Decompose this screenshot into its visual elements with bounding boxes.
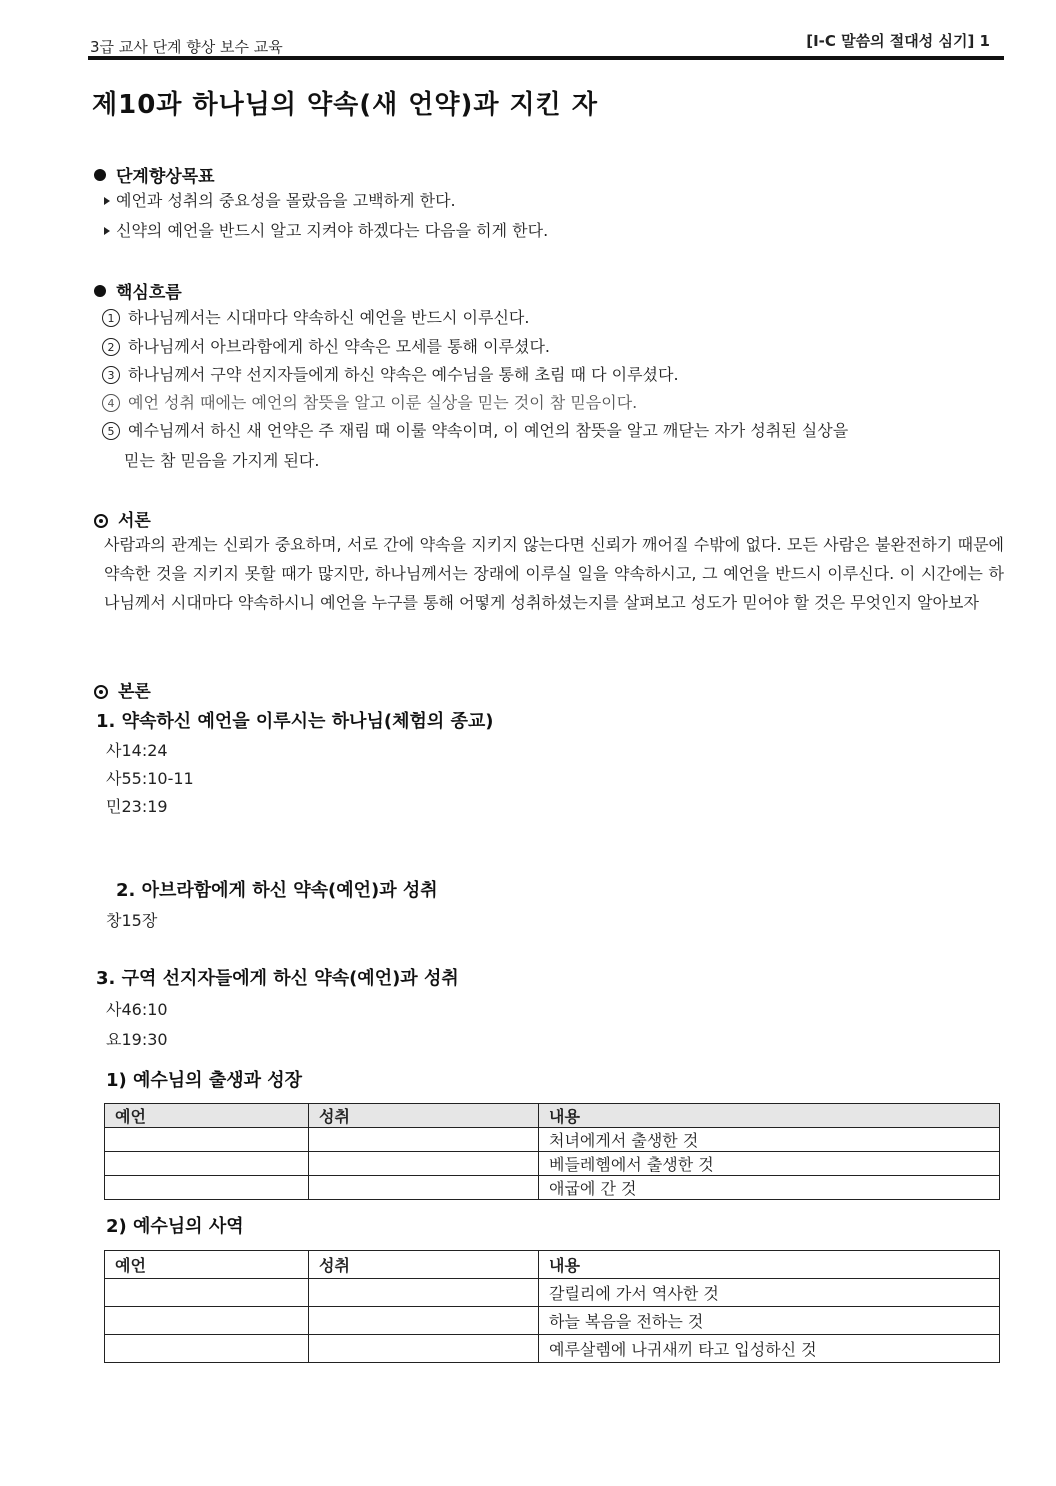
table-cell: 베들레헴에서 출생한 것 xyxy=(539,1152,1000,1176)
table-row xyxy=(105,1176,1000,1200)
core-item: 1 하나님께서는 시대마다 약속하신 예언을 반드시 이루신다. xyxy=(102,305,529,328)
table-header-row xyxy=(105,1104,1000,1128)
birth-growth-table xyxy=(104,1103,1000,1200)
goal-item: 신약의 예언을 반드시 알고 지켜야 하겠다는 다음을 히게 한다. xyxy=(104,218,548,241)
table-cell xyxy=(105,1335,309,1363)
subsection-2-title: 2) 예수님의 사역 xyxy=(106,1216,244,1237)
filled-circle-icon xyxy=(94,285,106,297)
table-row xyxy=(105,1279,1000,1307)
target-circle-icon xyxy=(94,514,108,528)
core-item: 5 예수님께서 하신 새 언약은 주 재림 때 이룰 약속이며, 이 예언의 참뜻을 알고 깨닫는 자가 성취된 실상을 xyxy=(102,418,848,441)
table-row xyxy=(105,1128,1000,1152)
section-3-title: 3. 구역 선지자들에게 하신 약속(예언)과 성취 xyxy=(96,968,459,989)
table-header-row xyxy=(105,1251,1000,1279)
table-cell: 갈릴리에 가서 역사한 것 xyxy=(539,1279,1000,1307)
circled-number-icon: 1 xyxy=(102,309,120,327)
table-header-cell: 예언 xyxy=(105,1251,309,1279)
section-1-title: 1. 약속하신 예언을 이루시는 하나님(체험의 종교) xyxy=(96,711,494,732)
table-cell: 애굽에 간 것 xyxy=(539,1176,1000,1200)
table-cell: 예루살렘에 나귀새끼 타고 입성하신 것 xyxy=(539,1335,1000,1363)
circled-number-icon: 4 xyxy=(102,394,120,412)
target-circle-icon xyxy=(94,685,108,699)
table-cell xyxy=(309,1335,539,1363)
header-course: 3급 교사 단계 향상 보수 교육 xyxy=(90,38,283,56)
table-row xyxy=(105,1152,1000,1176)
scripture-ref: 창15장 xyxy=(106,911,158,930)
subsection-1-title: 1) 예수님의 출생과 성장 xyxy=(106,1070,303,1091)
core-item-continuation: 믿는 참 믿음을 가지게 된다. xyxy=(124,451,320,470)
scripture-ref: 사55:10-11 xyxy=(106,769,194,788)
main-heading: 본론 xyxy=(94,677,151,702)
scripture-ref: 사46:10 xyxy=(106,1000,168,1019)
table-header-cell: 성취 xyxy=(309,1104,539,1128)
table-header-cell: 예언 xyxy=(105,1104,309,1128)
table-row xyxy=(105,1307,1000,1335)
core-heading: 핵심흐름 xyxy=(94,278,182,303)
header-rule xyxy=(88,56,1004,60)
scripture-ref: 민23:19 xyxy=(106,797,168,816)
table-cell xyxy=(105,1279,309,1307)
goal-item: 예언과 성취의 중요성을 몰랐음을 고백하게 한다. xyxy=(104,188,456,211)
table-header-cell: 내용 xyxy=(539,1104,1000,1128)
triangle-bullet-icon xyxy=(104,227,110,235)
table-cell: 하늘 복음을 전하는 것 xyxy=(539,1307,1000,1335)
table-cell xyxy=(309,1128,539,1152)
table-cell xyxy=(309,1176,539,1200)
circled-number-icon: 3 xyxy=(102,366,120,384)
scripture-ref: 사14:24 xyxy=(106,741,168,760)
table-cell xyxy=(105,1152,309,1176)
table-cell: 처녀에게서 출생한 것 xyxy=(539,1128,1000,1152)
table-cell xyxy=(309,1152,539,1176)
ministry-table xyxy=(104,1250,1000,1363)
intro-paragraph: 사람과의 관계는 신뢰가 중요하며, 서로 간에 약속을 지키지 않는다면 신뢰가 깨어질 수밖에 없다. 모든 사람은 불완전하기 때문에 약속한 것을 지키지 못할 때가 많지만, 하나님께서는 장래에 이루실 일을 약속하시고, 그 예언을 반드시 이루신다. 이 시간에는 하나님께서 시대마다 약속하시니 예언을 누구를 통해 어떻게 성취하셨는지를 살펴보고 성도가 믿어야 할 것은 무엇인지 알아보자 xyxy=(104,535,1004,612)
table-row xyxy=(105,1335,1000,1363)
circled-number-icon: 2 xyxy=(102,338,120,356)
table-cell xyxy=(105,1128,309,1152)
circled-number-icon: 5 xyxy=(102,422,120,440)
table-cell xyxy=(309,1279,539,1307)
section-2-title: 2. 아브라함에게 하신 약속(예언)과 성취 xyxy=(116,880,438,901)
core-item: 3 하나님께서 구약 선지자들에게 하신 약속은 예수님을 통해 초림 때 다 이루셨다. xyxy=(102,362,679,385)
triangle-bullet-icon xyxy=(104,197,110,205)
table-header-cell: 성취 xyxy=(309,1251,539,1279)
header-section: [I-C 말씀의 절대성 심기] 1 xyxy=(806,32,990,50)
intro-heading: 서론 xyxy=(94,506,151,531)
table-cell xyxy=(105,1176,309,1200)
core-item: 4 예언 성취 때에는 예언의 참뜻을 알고 이룬 실상을 믿는 것이 참 믿음이다. xyxy=(102,390,637,413)
filled-circle-icon xyxy=(94,169,106,181)
table-header-cell: 내용 xyxy=(539,1251,1000,1279)
table-cell xyxy=(309,1307,539,1335)
goals-heading: 단계향상목표 xyxy=(94,162,215,187)
table-cell xyxy=(105,1307,309,1335)
core-item: 2 하나님께서 아브라함에게 하신 약속은 모세를 통해 이루셨다. xyxy=(102,334,550,357)
lesson-title: 제10과 하나님의 약속(새 언약)과 지킨 자 xyxy=(92,90,598,120)
scripture-ref: 요19:30 xyxy=(106,1030,168,1049)
